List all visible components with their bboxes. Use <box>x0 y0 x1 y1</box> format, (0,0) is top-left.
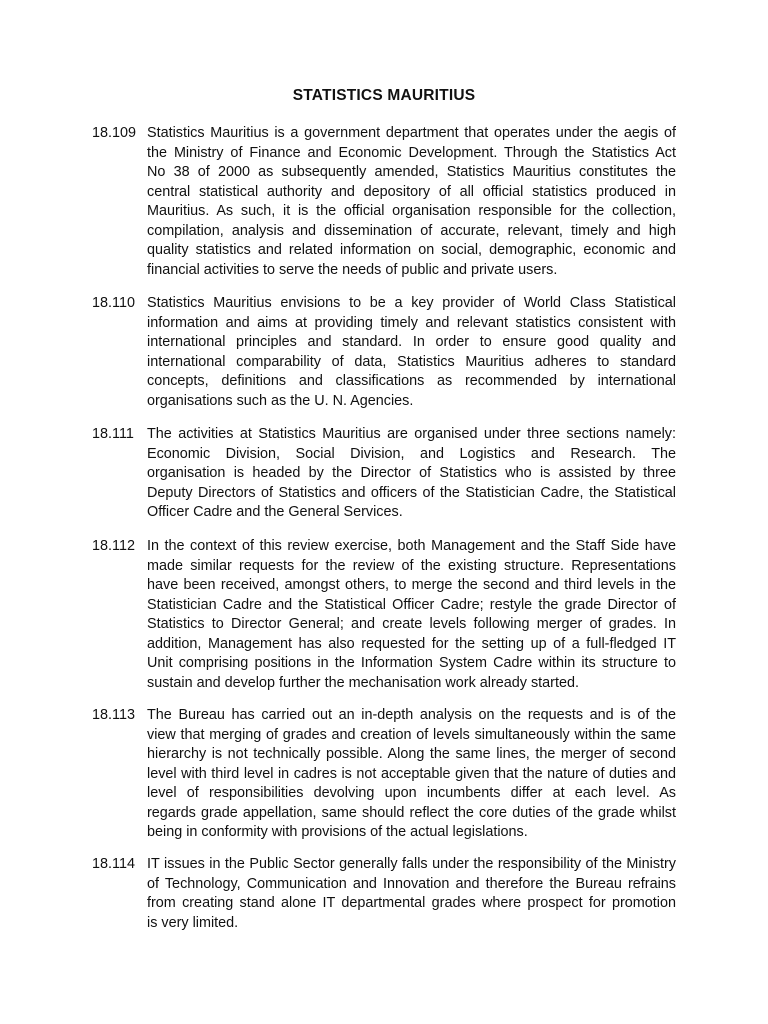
paragraph-text <box>147 537 676 693</box>
paragraph-18-112 <box>92 537 676 693</box>
paragraph-text <box>147 124 676 280</box>
text-line: The activities at Statistics Mauritius are organised under three sections namely: <box>147 426 676 442</box>
text-line: the Ministry of Finance and Economic Development. Through the Statistics Act <box>147 144 676 161</box>
text-line: of Technology, Communication and Innovation and therefore the Bureau refrains <box>147 875 676 892</box>
text-line: made similar requests for the review of the existing structure. Representations <box>147 557 676 574</box>
text-line: Unit comprising positions in the Information System Cadre within its structure to <box>147 655 676 671</box>
text-line: level of responsibilities devolving upon incumbents differ at each level. As <box>147 785 676 801</box>
text-line: organisations such as the U. N. Agencies. <box>147 392 414 409</box>
text-line: information and aims at providing timely and relevant statistics consistent with <box>147 314 676 331</box>
text-line: Mauritius. As such, it is the official organisation responsible for the collection, <box>147 203 676 219</box>
paragraph-number: 18.111 <box>92 426 134 442</box>
paragraph-text <box>147 425 676 523</box>
text-line: Statistician Cadre and the Statistical Officer Cadre; restyle the grade Director of <box>147 596 676 613</box>
paragraph-number: 18.114 <box>92 856 135 872</box>
text-line: organisation is headed by the Director of Statistics who is assisted by three <box>147 465 676 481</box>
paragraph-18-110 <box>92 294 676 411</box>
text-line: international comparability of data, Statistics Mauritius adheres to standard <box>147 353 676 370</box>
text-line: quality statistics and related information on social, demographic, economic and <box>147 242 676 258</box>
paragraph-number: 18.110 <box>92 295 135 311</box>
text-line: from creating stand alone IT departmental grades where prospect for promotion <box>147 895 676 911</box>
text-line: Economic Division, Social Division, and Logistics and Research. The <box>147 445 676 462</box>
paragraph-18-109 <box>92 124 676 280</box>
paragraph-text <box>147 294 676 411</box>
text-line: Statistics to Director General; and create levels following merger of grades. In <box>147 616 676 632</box>
text-line: Statistics Mauritius is a government department that operates under the aegis of <box>147 125 676 141</box>
text-line: Officer Cadre and the General Services. <box>147 504 403 520</box>
text-line: international principles and standard. In order to ensure good quality and <box>147 334 676 350</box>
text-line: compilation, analysis and dissemination of accurate, relevant, timely and high <box>147 222 676 239</box>
paragraph-text <box>147 706 676 843</box>
text-line: financial activities to serve the needs of public and private users. <box>147 261 558 278</box>
text-line: Statistics Mauritius envisions to be a key provider of World Class Statistical <box>147 295 676 311</box>
text-line: hierarchy is not technically possible. Along the same lines, the merger of second <box>147 746 676 762</box>
paragraph-18-114 <box>92 855 676 933</box>
text-line: regards grade appellation, same should reflect the core duties of the grade whilst <box>147 804 676 821</box>
text-line: In the context of this review exercise, both Management and the Staff Side have <box>147 538 676 554</box>
paragraph-18-113 <box>92 706 676 843</box>
paragraph-text <box>147 855 676 933</box>
text-line: The Bureau has carried out an in-depth analysis on the requests and is of the <box>147 707 676 723</box>
text-line: No 38 of 2000 as subsequently amended, Statistics Mauritius constitutes the <box>147 164 676 180</box>
text-line: IT issues in the Public Sector generally falls under the responsibility of the Ministry <box>147 856 676 872</box>
text-line: level with third level in cadres is not acceptable given that the nature of duties and <box>147 765 676 782</box>
paragraph-number: 18.112 <box>92 538 135 554</box>
text-line: sustain and develop further the mechanisation work already started. <box>147 674 579 691</box>
text-line: is very limited. <box>147 914 239 931</box>
text-line: concepts, definitions and classifications as recommended by international <box>147 373 676 389</box>
page-title: STATISTICS MAURITIUS <box>292 87 476 104</box>
paragraph-number: 18.113 <box>92 707 135 723</box>
paragraph-number: 18.109 <box>92 125 137 141</box>
text-line: view that merging of grades and creation of levels simultaneously within the same <box>147 726 676 743</box>
text-line: Deputy Directors of Statistics and officers of the Statistician Cadre, the Statistical <box>147 484 676 501</box>
text-line: central statistical authority and depository of all official statistics produced in <box>147 183 676 200</box>
text-line: addition, Management has also requested for the setting up of a full-fledged IT <box>147 635 676 652</box>
text-line: have been received, amongst others, to merge the second and third levels in the <box>147 577 676 593</box>
paragraph-18-111 <box>92 425 676 523</box>
text-line: being in conformity with provisions of the actual legislations. <box>147 824 528 840</box>
